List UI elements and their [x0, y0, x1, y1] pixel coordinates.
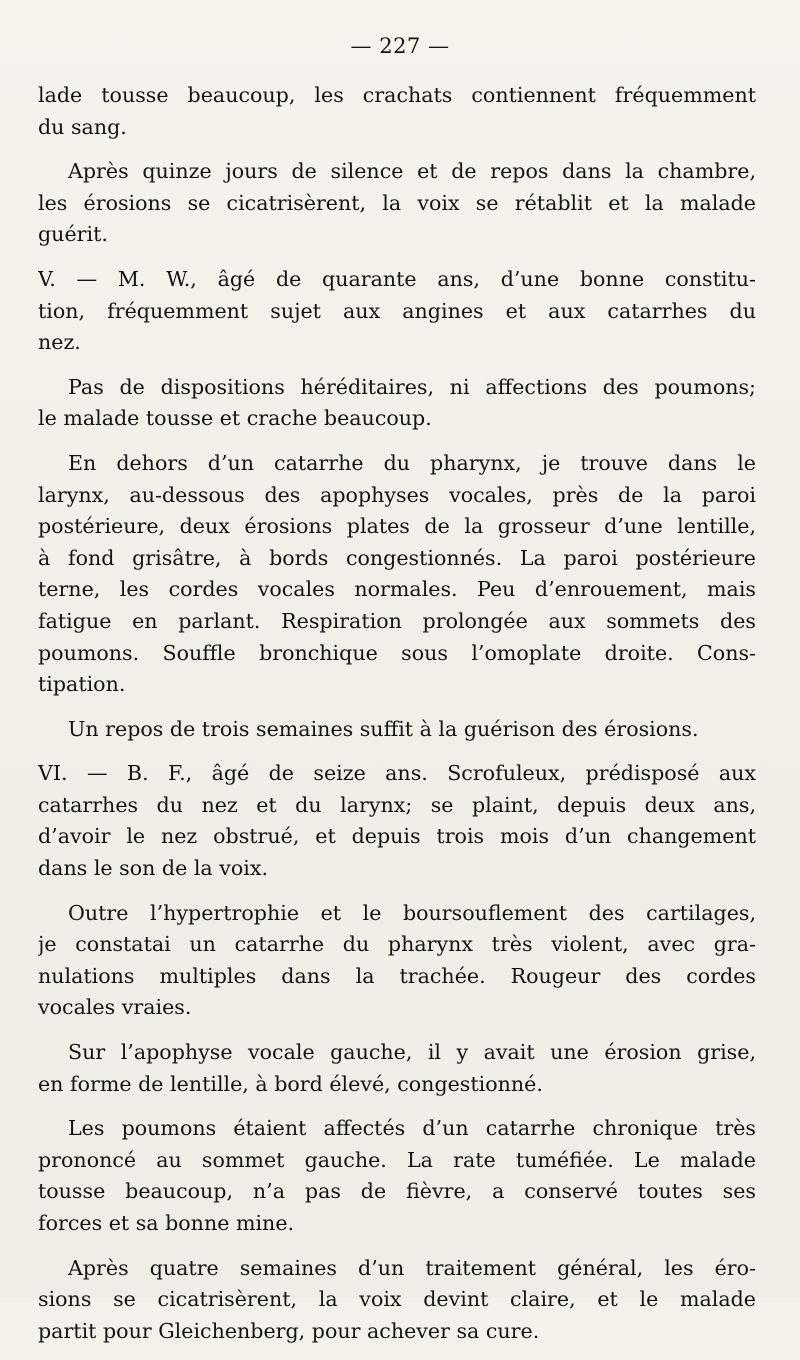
page-number: — 227 —	[350, 34, 450, 58]
text-line: je constatai un catarrhe du pharynx très violent, avec gra-	[38, 932, 756, 957]
text-line: sions se cicatrisèrent, la voix devint claire, et le malade	[38, 1287, 756, 1312]
text-line: Les poumons étaient affectés d’un catarrhe chronique très	[68, 1116, 756, 1141]
text-line: partit pour Gleichenberg, pour achever sa cure.	[38, 1318, 540, 1343]
text-line: Outre l’hypertrophie et le boursouflement des cartilages,	[68, 900, 756, 925]
text-line: Après quinze jours de silence et de repos dans la chambre,	[68, 159, 756, 184]
text-line: catarrhes du nez et du larynx; se plaint, depuis deux ans,	[38, 792, 756, 817]
text-line: nez.	[38, 330, 81, 355]
text-line: Sur l’apophyse vocale gauche, il y avait une érosion grise,	[68, 1040, 756, 1065]
text-line: En dehors d’un catarrhe du pharynx, je trouve dans le	[68, 450, 756, 475]
paragraph	[38, 80, 756, 143]
text-line: le malade tousse et crache beaucoup.	[38, 406, 432, 431]
text-line: terne, les cordes vocales normales. Peu d’enrouement, mais	[38, 577, 756, 602]
text-line: tipation.	[38, 672, 126, 697]
text-line: nulations multiples dans la trachée. Rougeur des cordes	[38, 963, 756, 988]
text-line: les érosions se cicatrisèrent, la voix se rétablit et la malade	[38, 190, 756, 215]
text-line: fatigue en parlant. Respiration prolongée aux sommets des	[38, 608, 756, 633]
body-text	[38, 80, 756, 1360]
text-line: tousse beaucoup, n’a pas de fièvre, a conservé toutes ses	[38, 1179, 756, 1204]
text-line: dans le son de la voix.	[38, 856, 269, 881]
text-line: lade tousse beaucoup, les crachats contiennent fréquemment	[38, 83, 756, 107]
paragraph	[38, 1253, 756, 1348]
text-line: VI. — B. F., âgé de seize ans. Scrofuleux, prédisposé aux	[38, 761, 756, 786]
text-line: à fond grisâtre, à bords congestionnés. La paroi postérieure	[38, 545, 756, 570]
paragraph	[38, 758, 756, 884]
text-line: guérit.	[38, 222, 108, 247]
paragraph	[38, 156, 756, 251]
text-line: forces et sa bonne mine.	[38, 1211, 295, 1235]
text-line: du sang.	[38, 114, 127, 139]
paragraph	[38, 898, 756, 1024]
text-line: d’avoir le nez obstrué, et depuis trois mois d’un changement	[38, 824, 756, 849]
paragraph	[38, 264, 756, 359]
text-line: larynx, au-dessous des apophyses vocales, près de la paroi	[38, 482, 756, 507]
text-line: Pas de dispositions héréditaires, ni affections des poumons;	[68, 374, 756, 399]
text-line: Un repos de trois semaines suffit à la guérison des érosions.	[68, 716, 699, 741]
paragraph	[38, 1037, 756, 1100]
text-line: vocales vraies.	[38, 995, 192, 1020]
paragraph	[38, 448, 756, 701]
text-line: postérieure, deux érosions plates de la grosseur d’une lentille,	[38, 514, 756, 539]
text-line: poumons. Souffle bronchique sous l’omoplate droite. Cons-	[38, 640, 756, 665]
paragraph	[38, 714, 756, 746]
text-line: prononcé au sommet gauche. La rate tuméfiée. Le malade	[38, 1147, 756, 1172]
text-line: Après quatre semaines d’un traitement général, les éro-	[68, 1255, 756, 1280]
paragraph	[38, 372, 756, 435]
text-line: tion, fréquemment sujet aux angines et aux catarrhes du	[38, 298, 756, 323]
text-line: V. — M. W., âgé de quarante ans, d’une bonne constitu-	[38, 266, 756, 291]
text-line: en forme de lentille, à bord élevé, congestionné.	[38, 1071, 543, 1096]
paragraph	[38, 1113, 756, 1239]
